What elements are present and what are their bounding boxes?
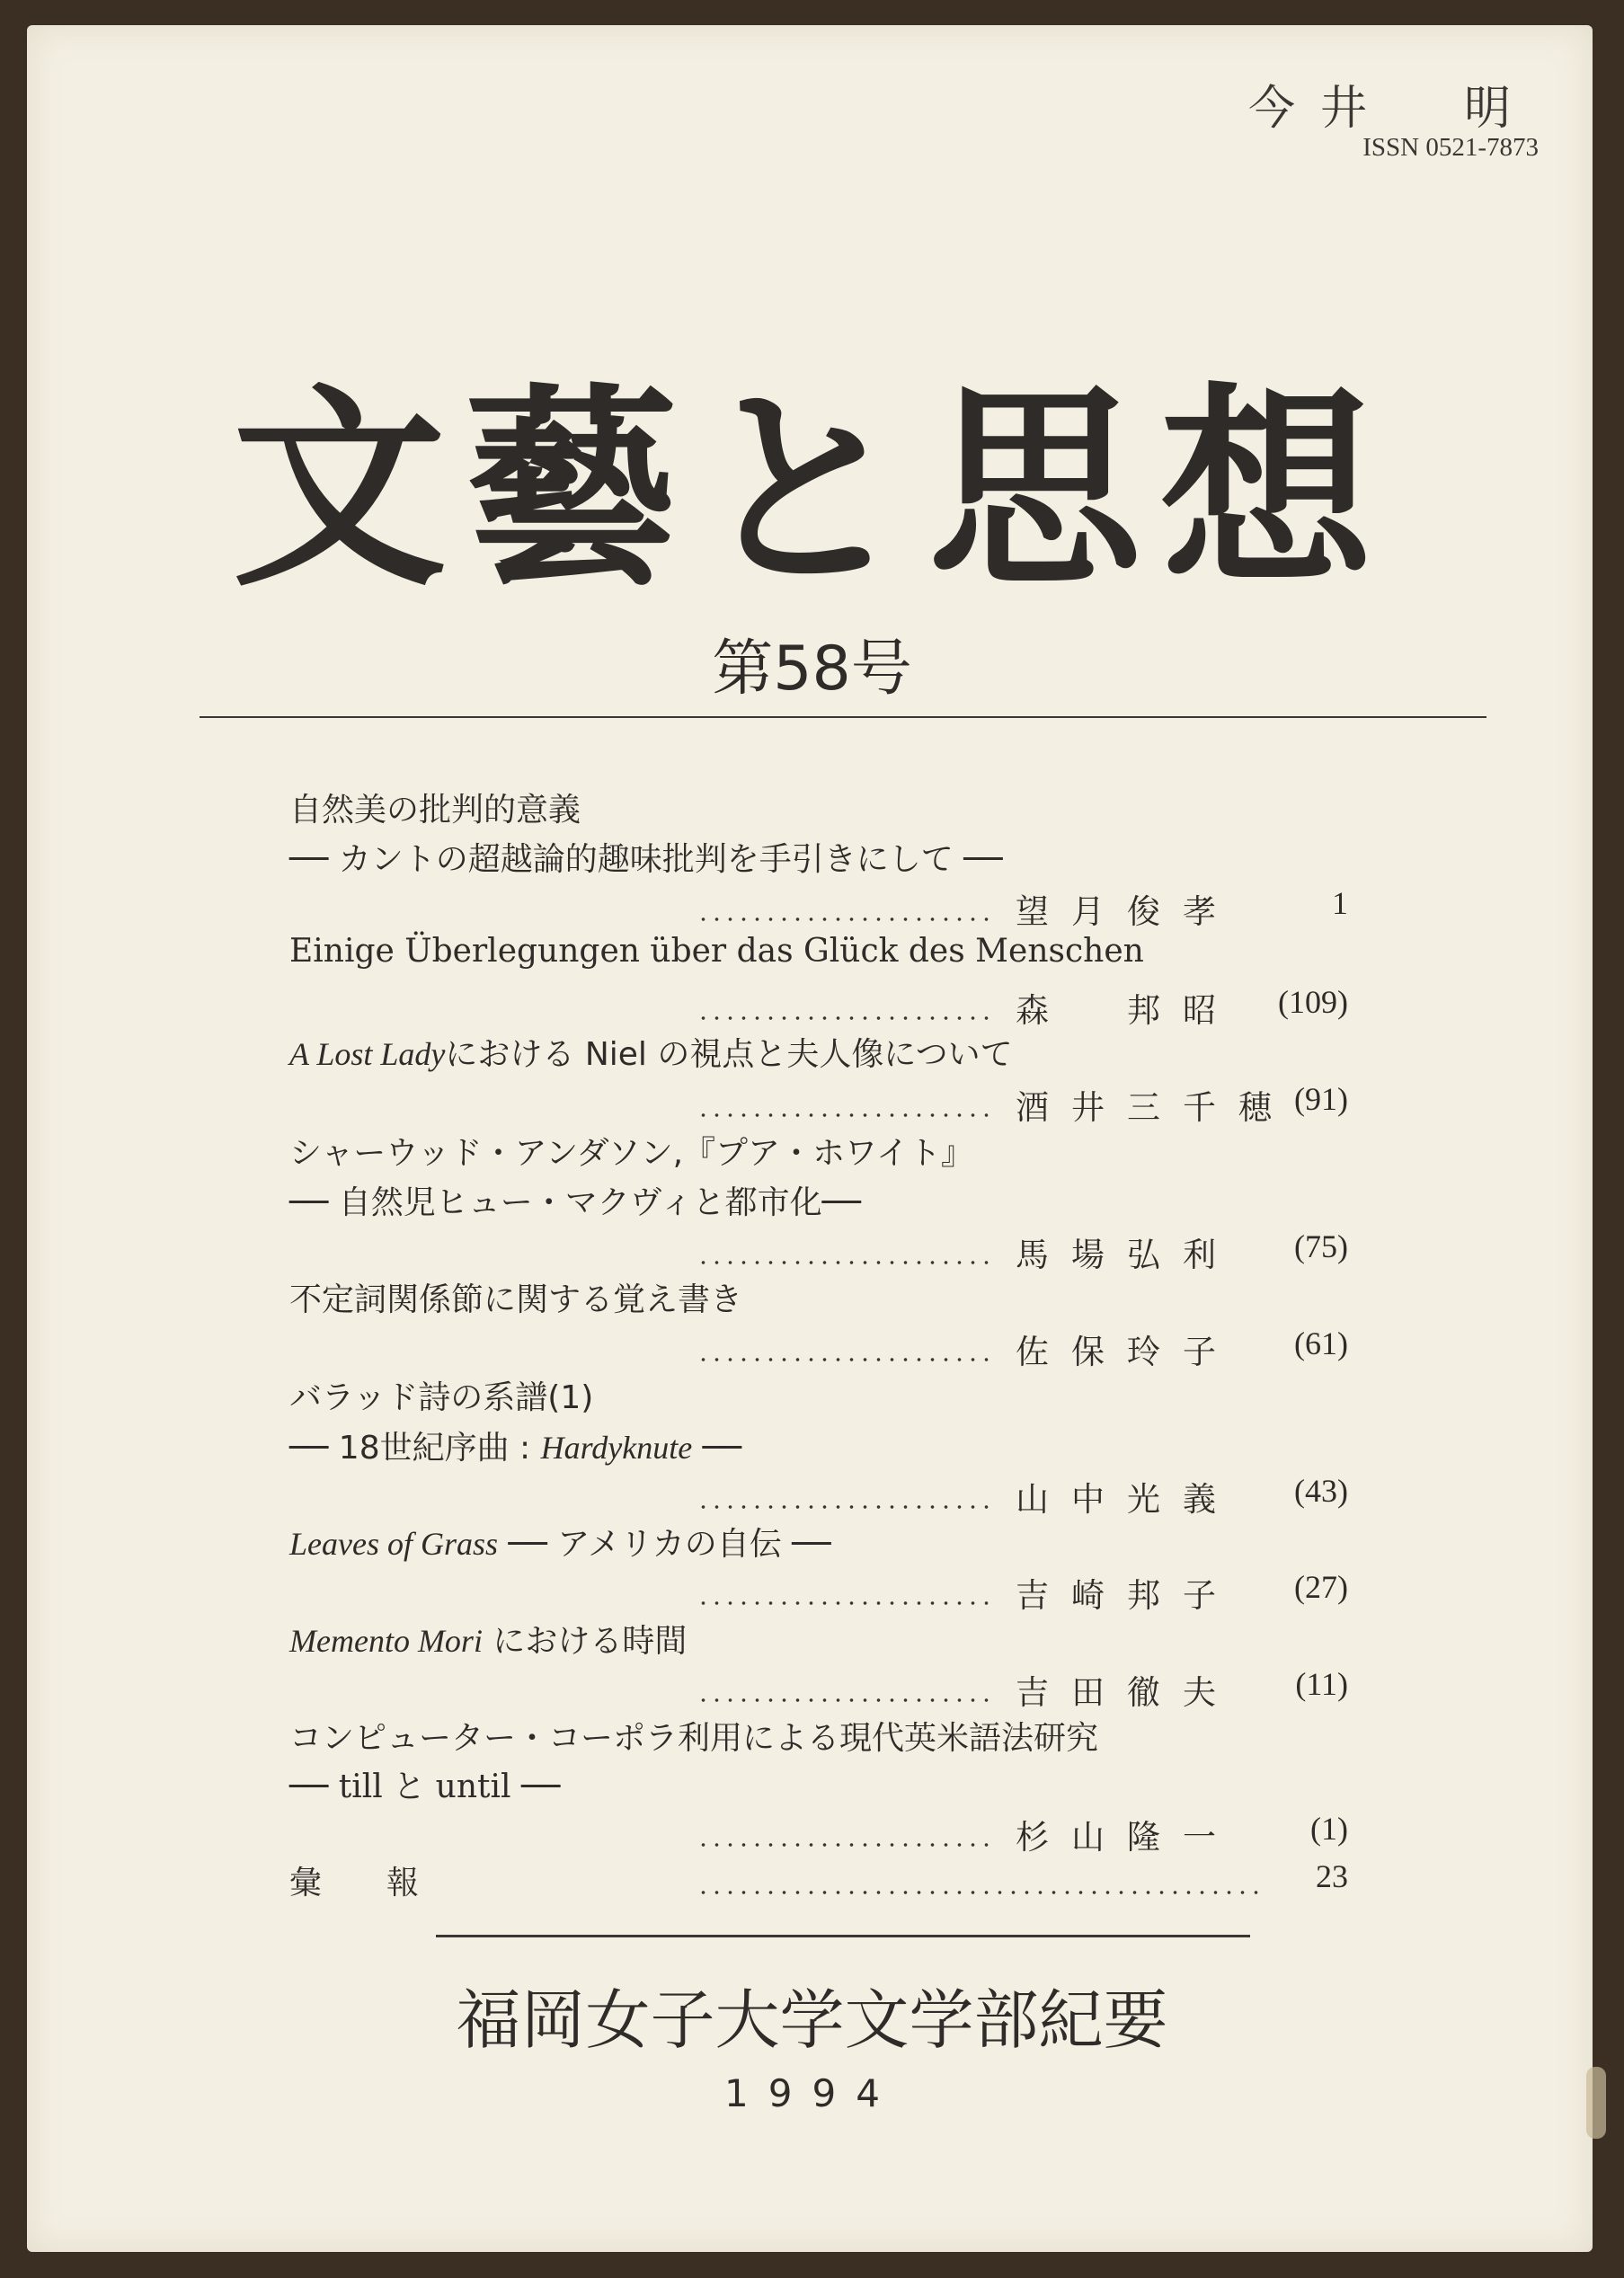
toc-page: 23 — [1316, 1858, 1348, 1894]
toc-author: 吉田徹夫 — [1016, 1673, 1238, 1712]
toc-entry — [697, 1325, 1348, 1371]
toc-entry — [697, 884, 1348, 931]
toc-entry — [697, 1665, 1348, 1712]
toc-title-rest: における Niel の視点と夫人像について — [445, 1036, 1013, 1073]
toc-title-italic: A Lost Lady — [289, 1036, 446, 1072]
toc-page: (27) — [1294, 1569, 1348, 1605]
leader-dots — [697, 1890, 1267, 1895]
toc-title: 不定詞関係節に関する覚え書き — [289, 1281, 743, 1318]
toc-page: (75) — [1294, 1228, 1348, 1264]
toc-author: 山中光義 — [1016, 1480, 1238, 1519]
toc-entry — [697, 983, 1348, 1030]
journal-title: 文藝と思想 — [232, 367, 1392, 616]
toc-title-rest: ── アメリカの自伝 ── — [498, 1526, 831, 1563]
toc-author: 佐保玲子 — [1016, 1333, 1238, 1371]
toc-page: (43) — [1294, 1473, 1348, 1509]
toc-title-rest: における時間 — [482, 1623, 688, 1660]
paper-stain — [1586, 2067, 1606, 2139]
toc-entry — [697, 1472, 1348, 1519]
leader-dots — [697, 1015, 993, 1021]
toc-title — [289, 1519, 831, 1564]
toc-author: 吉崎邦子 — [1016, 1576, 1238, 1615]
toc-title-italic: Leaves of Grass — [289, 1526, 498, 1562]
toc-title: コンピューター・コーポラ利用による現代英米語法研究 — [289, 1720, 1099, 1757]
owner-name: 今井 明 — [1247, 82, 1536, 136]
publisher-name: 福岡女子大学文学部紀要 — [456, 1982, 1168, 2058]
toc-subtitle: ── カントの超越論的趣味批判を手引きにして ── — [289, 841, 1003, 878]
leader-dots — [697, 1504, 993, 1510]
toc-title — [289, 1616, 687, 1662]
toc-page: (11) — [1295, 1666, 1348, 1702]
toc-author: 馬場弘利 — [1016, 1236, 1238, 1274]
toc-subtitle: ── till と until ── — [289, 1768, 561, 1805]
toc-author: 望月俊孝 — [1016, 892, 1238, 931]
toc-subtitle — [289, 1423, 741, 1468]
toc-page: (91) — [1294, 1081, 1348, 1117]
leader-dots — [697, 1842, 993, 1848]
toc-author: 杉山隆一 — [1016, 1818, 1238, 1857]
leader-dots — [697, 1357, 993, 1362]
toc-page: (109) — [1278, 984, 1348, 1020]
leader-dots — [697, 1600, 993, 1606]
toc-subtitle-italic: Hardyknute — [540, 1430, 693, 1466]
toc-page: 1 — [1332, 885, 1348, 921]
toc-entry — [697, 1568, 1348, 1615]
toc-entry — [697, 1228, 1348, 1274]
toc-subtitle-prefix: ── 18世紀序曲 : — [289, 1430, 541, 1467]
toc-title-italic: Memento Mori — [289, 1623, 483, 1659]
toc-title: バラッド詩の系譜(1) — [289, 1379, 594, 1416]
toc-entry — [697, 1810, 1348, 1857]
publication-year: 1994 — [724, 2071, 900, 2115]
toc-page: (1) — [1310, 1811, 1348, 1847]
issue-number: 第58号 — [712, 634, 912, 705]
toc-title: シャーウッド・アンダソン,『プア・ホワイト』 — [289, 1135, 973, 1172]
toc-author: 酒井三千穂 — [1016, 1088, 1294, 1127]
toc-entry — [697, 1857, 1348, 1904]
leader-dots — [697, 1260, 993, 1265]
toc-author: 森 邦昭 — [1016, 991, 1238, 1030]
toc-news-label: 彙 報 — [289, 1865, 436, 1901]
toc-subtitle-suffix: ── — [692, 1430, 742, 1467]
bottom-divider — [436, 1935, 1250, 1937]
issn-number: ISSN 0521-7873 — [1362, 133, 1539, 162]
leader-dots — [697, 1112, 993, 1118]
leader-dots — [697, 1697, 993, 1703]
leader-dots — [697, 917, 993, 922]
toc-title: Einige Überlegungen über das Glück des Menschen — [289, 933, 1144, 970]
toc-page: (61) — [1294, 1325, 1348, 1361]
toc-title — [289, 1029, 1013, 1075]
toc-entry — [697, 1080, 1348, 1127]
toc-subtitle: ── 自然児ヒュー・マクヴィと都市化── — [289, 1184, 861, 1221]
toc-title: 自然美の批判的意義 — [289, 792, 581, 829]
